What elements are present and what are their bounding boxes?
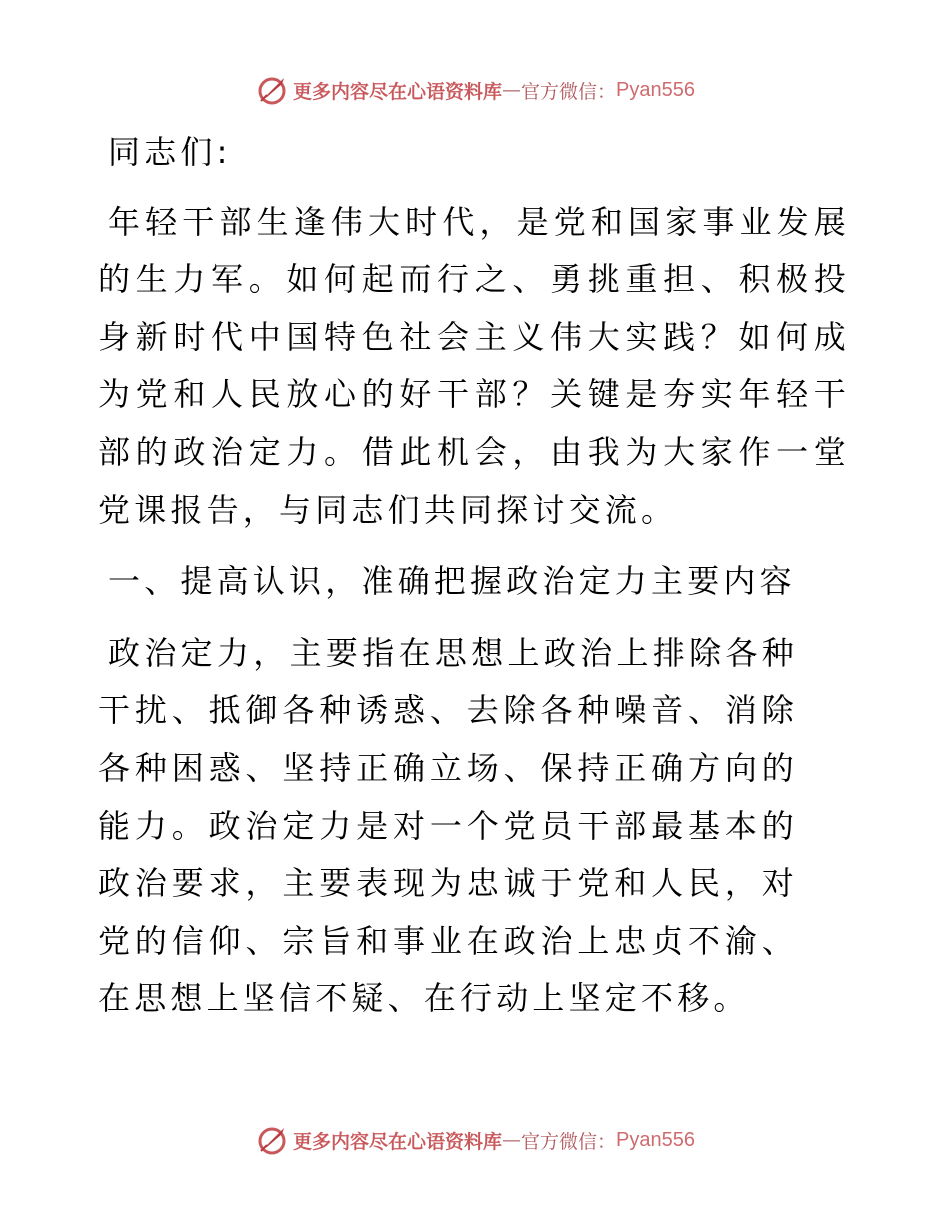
watermark-wechat-id: Pyan556: [616, 78, 695, 101]
watermark-wechat-label: 官方微信：: [521, 80, 617, 103]
quill-logo-icon: [255, 1123, 289, 1157]
greeting: 同志们:: [108, 133, 232, 171]
footer-watermark: [0, 1120, 950, 1160]
quill-logo-icon: [255, 73, 289, 107]
watermark-separator: —: [502, 79, 522, 101]
document-body: [98, 124, 850, 1028]
watermark-separator: —: [502, 1129, 522, 1151]
watermark-site-text: 更多内容尽在心语资料库: [293, 1130, 503, 1153]
paragraph-political-stability: 政治定力，主要指在思想上政治上排除各种干扰、抵御各种诱惑、去除各种噪音、消除各种困惑、坚持正确立场、保持正确方向的能力。政治定力是对一个党员干部最基本的政治要求，主要表现为忠诚于党和人民，对党的信仰、宗旨和事业在政治上忠贞不渝、在思想上坚信不疑、在行动上坚定不移。: [98, 633, 798, 1018]
watermark-site-text: 更多内容尽在心语资料库: [293, 80, 503, 103]
header-watermark: [0, 70, 950, 110]
paragraph-intro: 年轻干部生逢伟大时代，是党和国家事业发展的生力军。如何起而行之、勇挑重担、积极投身新时代中国特色社会主义伟大实践？如何成为党和人民放心的好干部？关键是夯实年轻干部的政治定力。借此机会，由我为大家作一堂党课报告，与同志们共同探讨交流。: [98, 202, 850, 529]
watermark-wechat-label: 官方微信：: [521, 1130, 617, 1153]
section-heading: 一、提高认识，准确把握政治定力主要内容: [108, 562, 796, 601]
watermark-wechat-id: Pyan556: [616, 1128, 695, 1151]
